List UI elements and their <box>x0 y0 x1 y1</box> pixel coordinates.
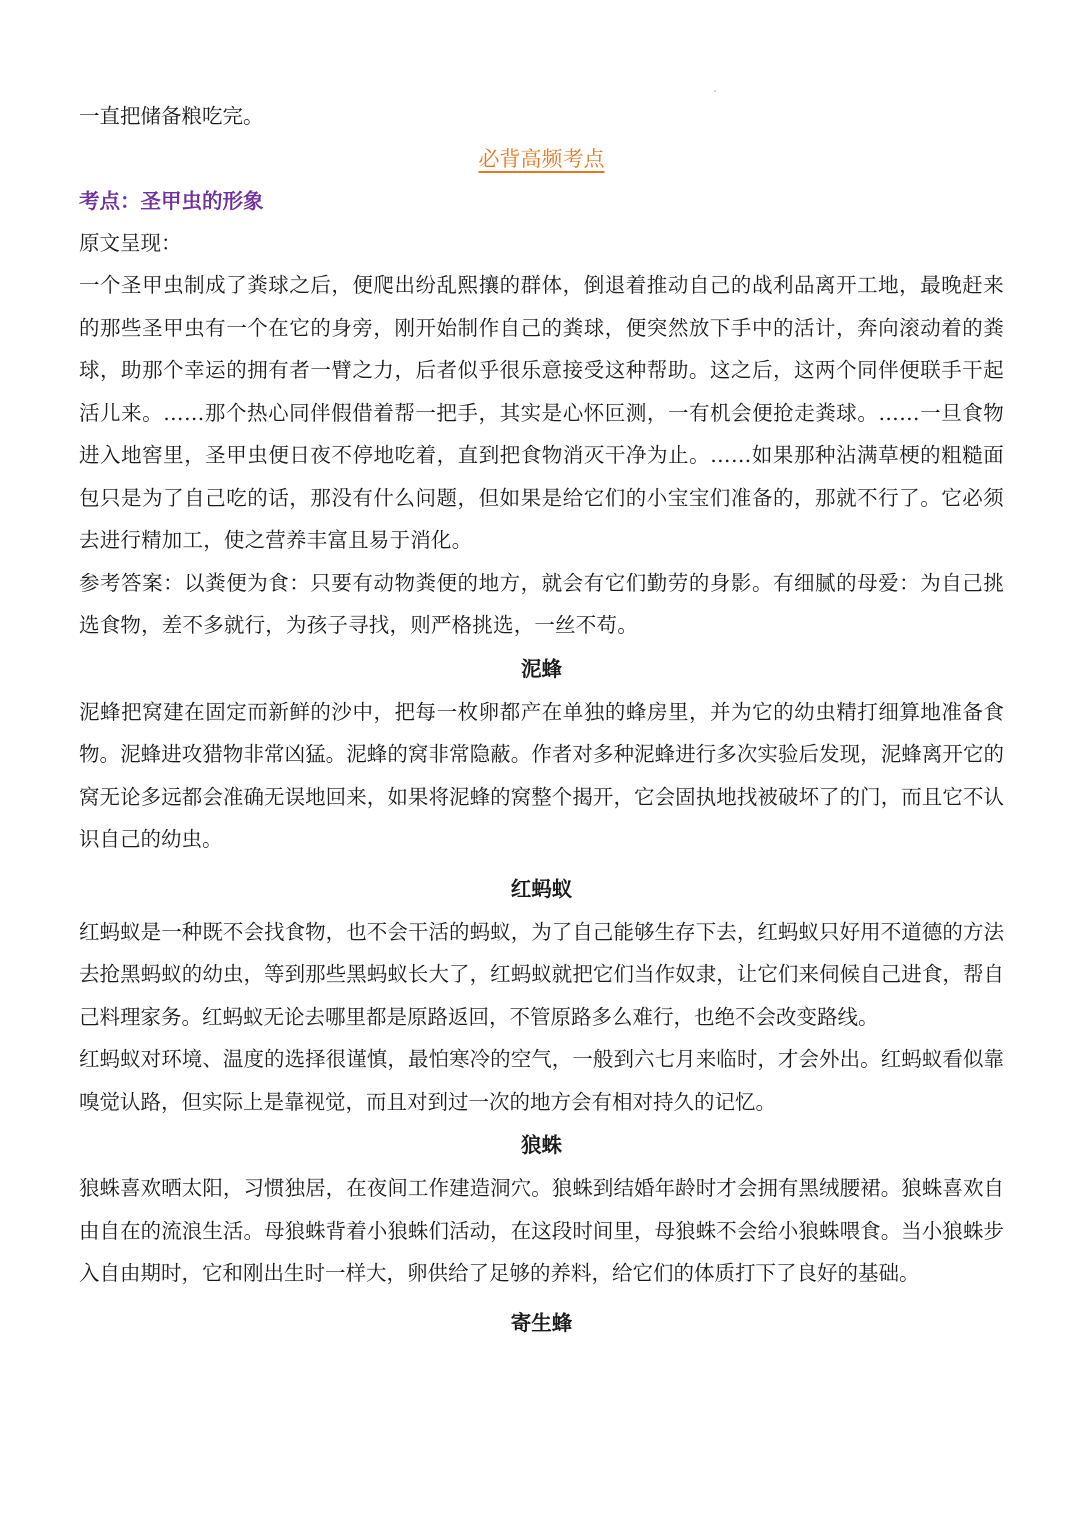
answer-text: 参考答案：以粪便为食：只要有动物粪便的地方，就会有它们勤劳的身影。有细腻的母爱：为自己挑选食物，差不多就行，为孩子寻找，则严格挑选，一丝不苟。 <box>79 570 1004 637</box>
intro-tail-text: 一直把储备粮吃完。 <box>79 104 264 128</box>
langzhu-paragraph: 狼蛛喜欢晒太阳，习惯独居，在夜间工作建造洞穴。狼蛛到结婚年龄时才会拥有黑绒腰裙。狼蛛喜欢自由自在的流浪生活。母狼蛛背着小狼蛛们活动，在这段时间里，母狼蛛不会给小狼蛛喂食。当小狼蛛步入自由期时，它和刚出生时一样大，卵供给了足够的养料，给它们的体质打下了良好的基础。 <box>79 1176 1004 1285</box>
hongmayi-paragraph-2: 红蚂蚁对环境、温度的选择很谨慎，最怕寒冷的空气，一般到六七月来临时，才会外出。红蚂蚁看似靠嗅觉认路，但实际上是靠视觉，而且对到过一次的地方会有相对持久的记忆。 <box>79 1047 1004 1114</box>
kaodian-heading: 考点：圣甲虫的形象 <box>79 188 264 213</box>
section-title-hongmayi: 红蚂蚁 <box>510 876 573 901</box>
yuanwen-label: 原文呈现： <box>79 230 182 255</box>
yuanwen-quote: 一个圣甲虫制成了粪球之后，便爬出纷乱熙攘的群体，倒退着推动自己的战利品离开工地，最晚赶来的那些圣甲虫有一个在它的身旁，刚开始制作自己的粪球，便突然放下手中的活计，奔向滚动着的粪球，助那个幸运的拥有者一臂之力，后者似乎很乐意接受这种帮助。这之后，这两个同伴便联手干起活儿来。……那个热心同伴假借着帮一把手，其实是心怀叵测，一有机会便抢走粪球。……一旦食物进入地窖里，圣甲虫便日夜不停地吃着，直到把食物消灭干净为止。……如果那种沾满草梗的粗糙面包只是为了自己吃的话，那没有什么问题，但如果是给它们的小宝宝们准备的，那就不行了。它必须去进行精加工，使之营养丰富且易于消化。 <box>79 273 1004 552</box>
section-title-jishengfeng: 寄生蜂 <box>510 1310 573 1335</box>
banner-title: 必背高频考点 <box>478 146 605 171</box>
hongmayi-paragraph-1: 红蚂蚁是一种既不会找食物，也不会干活的蚂蚁，为了自己能够生存下去，红蚂蚁只好用不道德的方法去抢黑蚂蚁的幼虫，等到那些黑蚂蚁长大了，红蚂蚁就把它们当作奴隶，让它们来伺候自己进食，帮自己料理家务。红蚂蚁无论去哪里都是原路返回，不管原路多么难行，也绝不会改变路线。 <box>79 919 1004 1029</box>
section-title-nifeng: 泥蜂 <box>521 656 562 681</box>
document-page <box>79 95 1004 1345</box>
nifeng-paragraph: 泥蜂把窝建在固定而新鲜的沙中，把每一枚卵都产在单独的蜂房里，并为它的幼虫精打细算地准备食物。泥蜂进攻猎物非常凶猛。泥蜂的窝非常隐蔽。作者对多种泥蜂进行多次实验后发现，泥蜂离开它的窝无论多远都会准确无误地回来，如果将泥蜂的窝整个揭开，它会固执地找被破坏了的门，而且它不认识自己的幼虫。 <box>79 699 1004 851</box>
section-title-langzhu: 狼蛛 <box>521 1133 562 1157</box>
highfreq-banner <box>79 138 1004 180</box>
scan-speck <box>714 90 716 92</box>
